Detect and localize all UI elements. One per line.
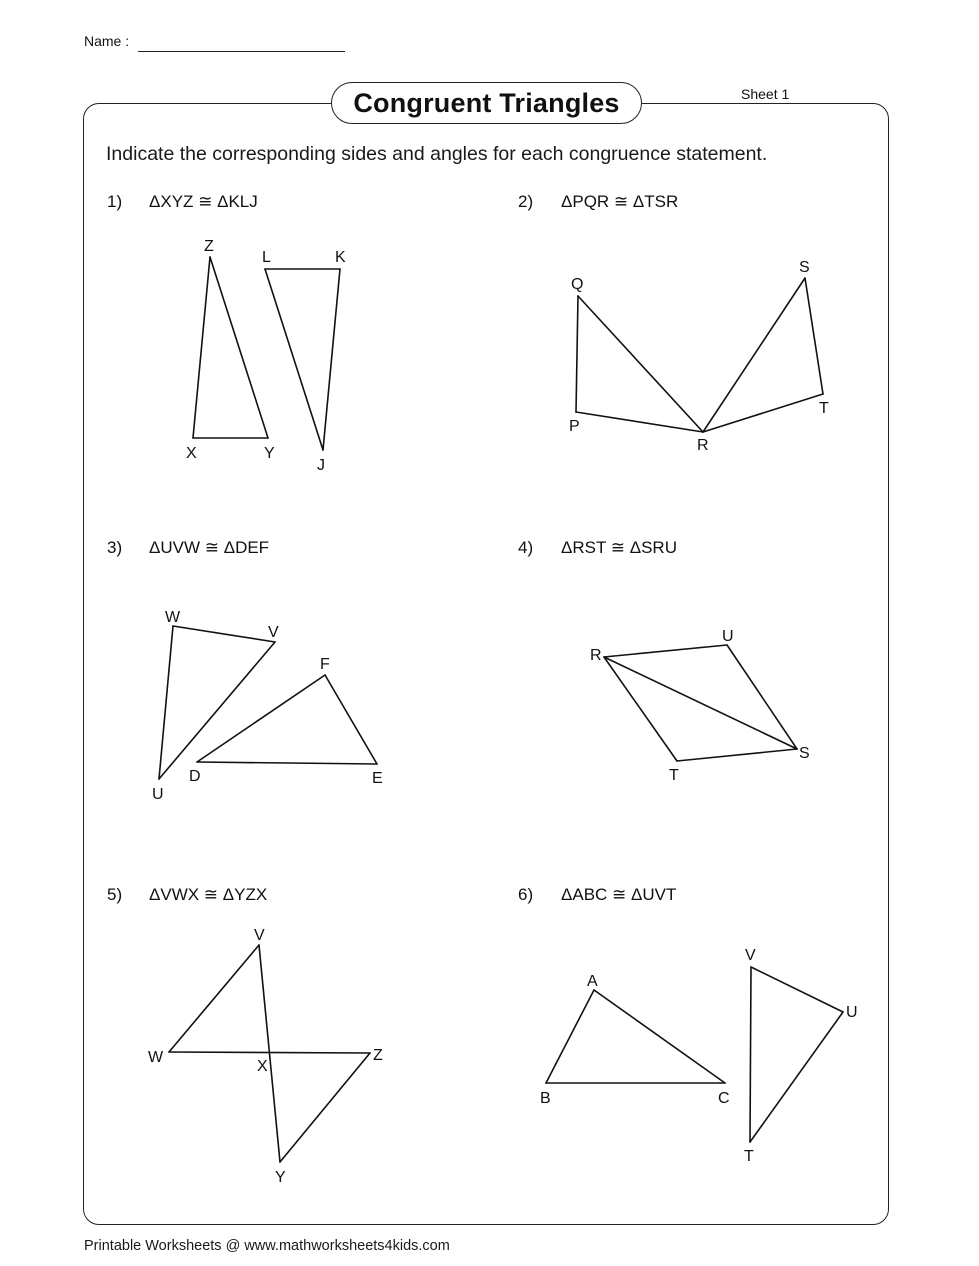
vertex-label-K: K (335, 249, 346, 266)
problem-3-statement: ΔUVW ≅ ΔDEF (149, 538, 270, 557)
vertex-label-W: W (148, 1049, 164, 1066)
vertex-label-A: A (587, 973, 598, 990)
edge-VU (159, 642, 275, 779)
vertex-label-X: X (257, 1058, 268, 1075)
vertex-label-U: U (152, 786, 164, 803)
vertex-label-F: F (320, 656, 330, 673)
problem-1-statement: ΔXYZ ≅ ΔKLJ (149, 192, 258, 211)
sheet-number: Sheet 1 (741, 86, 790, 102)
vertex-label-R: R (590, 647, 602, 664)
vertex-label-V: V (268, 624, 279, 641)
edge-YZ (210, 257, 268, 438)
problem-4-number: 4) (518, 538, 534, 557)
edge-TR (703, 394, 823, 432)
problem-5-number: 5) (107, 885, 123, 904)
problem-6-statement: ΔABC ≅ ΔUVT (561, 885, 677, 904)
vertex-label-J: J (317, 457, 325, 474)
edge-ZY (280, 1053, 370, 1162)
problem-2-statement: ΔPQR ≅ ΔTSR (561, 192, 679, 211)
edge-ZX (193, 257, 210, 438)
edge-AB (546, 990, 594, 1083)
vertex-label-R: R (697, 437, 709, 454)
vertex-label-Y: Y (275, 1169, 286, 1186)
vertex-label-C: C (718, 1090, 730, 1107)
edge-RU (604, 645, 727, 657)
problem-6-number: 6) (518, 885, 534, 904)
edge-DE (197, 762, 377, 764)
edge-UW (159, 626, 173, 779)
figure-4 (590, 628, 810, 784)
edge-VW (169, 945, 259, 1052)
edge-RS (703, 278, 805, 432)
edge-VY (259, 945, 280, 1162)
footer-text: Printable Worksheets @ www.mathworksheets4kids.com (84, 1238, 450, 1254)
vertex-label-Y: Y (264, 445, 275, 462)
figure-5 (148, 927, 383, 1186)
figure-6 (540, 947, 858, 1165)
problem-4-statement: ΔRST ≅ ΔSRU (561, 538, 677, 557)
vertex-label-S: S (799, 745, 810, 762)
figure-2 (569, 259, 829, 454)
vertex-label-V: V (745, 947, 756, 964)
vertex-label-Q: Q (571, 276, 584, 293)
edge-RQ (578, 296, 703, 432)
edge-KJ (323, 269, 340, 450)
vertex-label-T: T (819, 400, 829, 417)
vertex-label-V: V (254, 927, 265, 944)
vertex-label-U: U (722, 628, 734, 645)
vertex-label-Z: Z (204, 238, 214, 255)
edge-TV (750, 967, 751, 1142)
edge-EF (325, 675, 377, 764)
edge-WV (173, 626, 275, 642)
vertex-label-X: X (186, 445, 197, 462)
vertex-label-S: S (799, 259, 810, 276)
name-label: Name : (84, 33, 130, 49)
vertex-label-U: U (846, 1004, 858, 1021)
vertex-label-B: B (540, 1090, 551, 1107)
edge-RT (604, 657, 677, 761)
edge-VU (751, 967, 843, 1012)
edge-US (727, 645, 797, 749)
edge-UT (750, 1012, 843, 1142)
problem-2-number: 2) (518, 192, 534, 211)
vertex-label-P: P (569, 418, 580, 435)
edge-QP (576, 296, 578, 412)
problem-3-number: 3) (107, 538, 123, 557)
vertex-label-D: D (189, 768, 201, 785)
vertex-label-E: E (372, 770, 383, 787)
edge-JL (265, 269, 323, 450)
edge-CA (594, 990, 725, 1083)
instruction-text: Indicate the corresponding sides and angles for each congruence statement. (106, 143, 768, 165)
edge-SR (604, 657, 797, 749)
vertex-label-L: L (262, 249, 271, 266)
vertex-label-W: W (165, 609, 181, 626)
problem-1-number: 1) (107, 192, 123, 211)
vertex-label-T: T (669, 767, 679, 784)
edge-FD (197, 675, 325, 762)
figure-3 (152, 609, 383, 803)
figure-1 (186, 238, 346, 474)
edge-ST (805, 278, 823, 394)
vertex-label-Z: Z (373, 1047, 383, 1064)
problem-5-statement: ΔVWX ≅ ΔYZX (149, 885, 268, 904)
edge-TS (677, 749, 797, 761)
vertex-label-T: T (744, 1148, 754, 1165)
title-text: Congruent Triangles (353, 87, 620, 118)
edge-PR (576, 412, 703, 432)
